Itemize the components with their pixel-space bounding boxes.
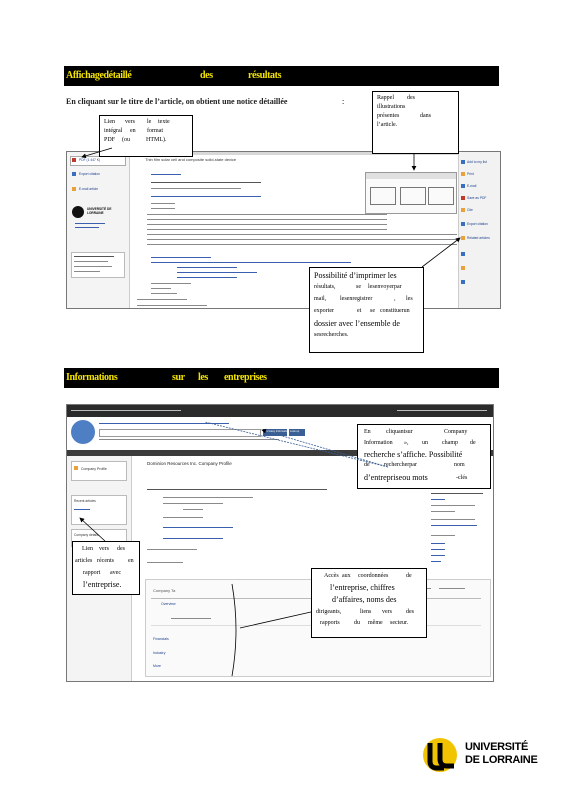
export-link[interactable]: Export citation xyxy=(79,172,100,176)
tab-label: Look up xyxy=(290,430,300,433)
sidebar-item[interactable]: Company Profile xyxy=(81,467,107,471)
callout-word: se xyxy=(356,284,361,290)
callout-word: des xyxy=(407,95,415,101)
callout-word: HTML). xyxy=(146,137,167,143)
section-link-financials[interactable]: Financials xyxy=(153,637,169,641)
callout-word: en xyxy=(130,128,136,134)
callout-word: mail, xyxy=(314,296,327,302)
email-link[interactable]: E-mail article xyxy=(79,187,99,191)
callout-word: champ xyxy=(442,440,458,446)
callout-word: exporter xyxy=(314,308,334,314)
right-menu-item[interactable]: Print xyxy=(467,172,474,176)
callout-word: liens xyxy=(360,609,372,615)
callout-line: recherche s’affiche. Possibilité xyxy=(364,450,463,459)
callout-word: rechercherpar xyxy=(384,462,417,468)
callout-word: et xyxy=(357,308,362,314)
callout-word: l’article. xyxy=(377,122,398,128)
callout-word: intégral xyxy=(104,128,123,134)
tab-label: Company Information xyxy=(264,430,289,433)
callout-word: Lien xyxy=(82,546,93,552)
callout-word: de xyxy=(364,462,370,468)
callout-word: du xyxy=(354,620,360,626)
universite-de-lorraine-logo xyxy=(422,737,542,773)
callout-word: un xyxy=(422,440,428,446)
callout-word: cliquantsur xyxy=(386,429,413,435)
callout-word: illustrations xyxy=(377,104,406,110)
callout-word: avec xyxy=(110,570,121,576)
callout-word: En xyxy=(364,429,371,435)
callout-line: dossier avec l’ensemble de xyxy=(314,319,400,328)
callout-word: -clés xyxy=(456,475,468,481)
callout-word: même xyxy=(368,620,383,626)
callout-word: sesrecherches. xyxy=(314,332,349,338)
callout-line: l’entreprise, chiffres xyxy=(330,583,395,592)
mini-logo-text: UNIVERSITÉ DE LORRAINE xyxy=(87,207,112,215)
callout-word: les xyxy=(406,296,413,302)
company-name: Dominion Resources Inc. Company Profile xyxy=(147,461,232,466)
company-ta-label: Company Ta xyxy=(153,588,176,593)
callout-word: texte xyxy=(158,119,170,125)
right-menu-item[interactable]: Save as PDF xyxy=(467,196,487,200)
section-2-title-word: entreprises xyxy=(224,372,267,383)
sidebar-item[interactable]: Company details xyxy=(74,533,99,537)
callout-word: vers xyxy=(382,609,392,615)
callout-word: vers xyxy=(99,546,109,552)
intro-text: En cliquant sur le titre de l’article, on obtient une notice détaillée xyxy=(66,97,288,106)
callout-word: se xyxy=(370,308,375,314)
intro-colon: : xyxy=(342,97,345,106)
section-2-title-word: sur xyxy=(172,372,185,383)
callout-word: des xyxy=(117,546,125,552)
callout-word: rapports xyxy=(320,620,340,626)
section-1-title-word: résultats xyxy=(248,70,282,81)
callout-word: le xyxy=(147,119,152,125)
callout-word: nom xyxy=(454,462,465,468)
callout-word: », xyxy=(404,440,409,446)
callout-word: dans xyxy=(420,113,431,119)
right-menu-item[interactable]: E-mail xyxy=(467,184,477,188)
section-1-title-word: des xyxy=(200,70,213,81)
callout-word: articles xyxy=(75,558,93,564)
callout-word: présentes xyxy=(377,113,400,119)
section-2-title-word: les xyxy=(198,372,208,383)
callout-word: aux xyxy=(342,573,351,579)
callout-word: d’entrepriseou mots xyxy=(364,473,428,482)
callout-line: d’affaires, noms des xyxy=(332,595,397,604)
callout-word: Information xyxy=(364,440,393,446)
callout-word: secteur. xyxy=(390,620,409,626)
section-1-title-word: Affichagedétaillé xyxy=(66,70,132,81)
logo-line-1: UNIVERSITÉ xyxy=(465,741,529,753)
callout-word: rapport xyxy=(83,570,101,576)
right-menu-item[interactable]: Export citation xyxy=(467,222,488,226)
section-link-more[interactable]: More xyxy=(153,664,161,668)
callout-word: coordonnées xyxy=(358,573,389,579)
callout-word: de xyxy=(470,440,476,446)
right-menu-item[interactable]: Add to my list xyxy=(467,160,487,164)
right-menu-item[interactable]: Cite xyxy=(467,208,473,212)
callout-word: (ou xyxy=(122,137,130,143)
logo-line-2: DE LORRAINE xyxy=(465,754,538,766)
sidebar-item[interactable]: Recent articles xyxy=(74,499,96,503)
callout-word: lesenregistrer xyxy=(340,296,373,302)
callout-word: PDF xyxy=(104,137,116,143)
section-link-industry[interactable]: Industry xyxy=(153,651,166,655)
callout-word: format xyxy=(147,128,163,134)
callout-word: , xyxy=(394,296,396,302)
right-menu-item[interactable]: Related articles xyxy=(467,236,490,240)
callout-word: récents xyxy=(97,558,114,564)
callout-word: Accès xyxy=(324,573,339,579)
callout-word: Lien xyxy=(104,119,115,125)
pdf-link[interactable]: PDF (1 447 K) xyxy=(79,158,101,162)
ul-logo-icon xyxy=(422,737,462,773)
section-link-overview[interactable]: Overview xyxy=(161,602,176,606)
callout-word: lesenvoyerpar xyxy=(368,284,402,290)
callout-word: en xyxy=(128,558,134,564)
callout-line: Possibilité d’imprimer les xyxy=(314,271,397,280)
callout-word: de xyxy=(406,573,412,579)
callout-word: Rappel xyxy=(377,95,394,101)
callout-word: Company xyxy=(444,429,468,435)
article-title[interactable]: Thin film solar cell and composite solid-state device xyxy=(145,157,237,162)
section-2-title-word: Informations xyxy=(66,372,118,383)
callout-word: dirigeants, xyxy=(316,609,342,615)
callout-word: des xyxy=(406,609,414,615)
callout-word: l’entreprise. xyxy=(83,580,122,589)
callout-word: constituerun xyxy=(380,308,410,314)
callout-word: vers xyxy=(125,119,135,125)
callout-word: résultats, xyxy=(314,284,336,290)
logo-text xyxy=(465,741,537,767)
